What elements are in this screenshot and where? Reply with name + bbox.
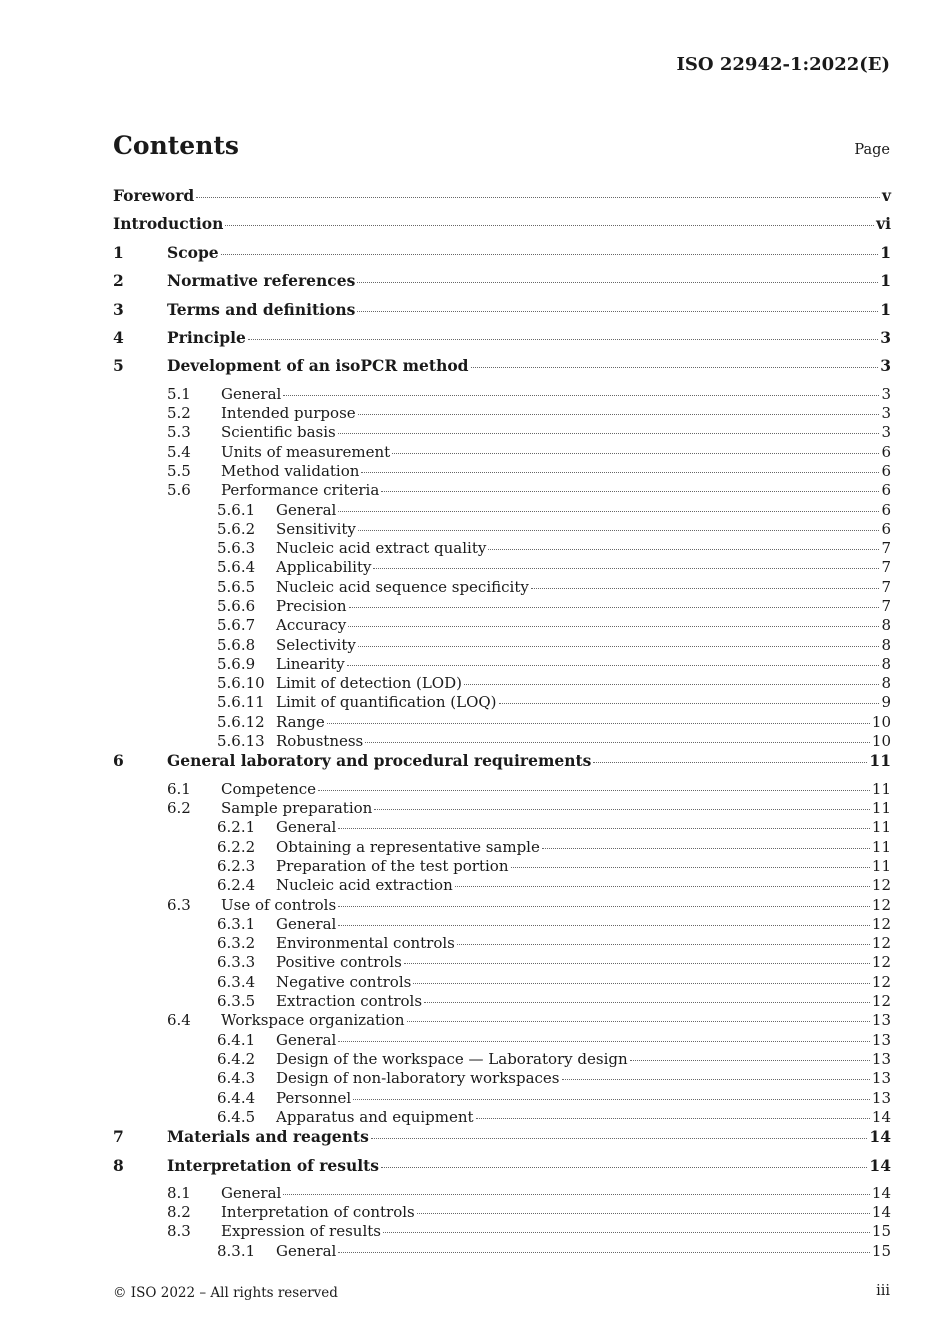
toc-entry-number: 7 [113, 1127, 124, 1147]
toc-entry-page: vi [876, 214, 891, 234]
dot-leader [338, 925, 870, 926]
dot-leader [248, 339, 878, 340]
toc-entry-title: Expression of results [221, 1222, 381, 1241]
toc-entry-page: 14 [871, 1203, 891, 1222]
toc-entry-page: 11 [871, 856, 891, 875]
toc-entry-number: 6.4.3 [217, 1069, 256, 1088]
toc-entry-number: 6.3.4 [217, 972, 256, 991]
toc-entry-page: 11 [871, 779, 891, 798]
toc-entry[interactable] [113, 481, 891, 500]
toc-entry-page: 13 [871, 1049, 891, 1068]
dot-leader [348, 626, 879, 627]
toc-entry-page: 6 [881, 500, 891, 519]
dot-leader [365, 742, 870, 743]
toc-entry-number: 6.4.4 [217, 1088, 256, 1107]
dot-leader [327, 723, 870, 724]
dot-leader [357, 282, 878, 283]
toc-entry-number: 5.4 [167, 442, 191, 461]
dot-leader [283, 395, 879, 396]
toc-entry-title: Accuracy [276, 616, 347, 635]
dot-leader [383, 1232, 870, 1233]
toc-entry-title: General [276, 1030, 337, 1049]
toc-entry-number: 5.6.12 [217, 712, 265, 731]
toc-entry-title: General [276, 818, 337, 837]
toc-entry[interactable] [113, 1108, 891, 1127]
toc-entry-number: 5.6.7 [217, 616, 256, 635]
toc-entry[interactable] [113, 992, 891, 1011]
toc-entry[interactable] [113, 558, 891, 577]
toc-entry[interactable] [113, 1127, 891, 1155]
toc-entry-title: Limit of detection (LOD) [276, 674, 462, 693]
page-column-label: Page [854, 142, 890, 158]
toc-entry-title: Nucleic acid extraction [276, 876, 453, 895]
dot-leader [511, 867, 870, 868]
toc-entry[interactable] [113, 857, 891, 876]
toc-entry-page: 9 [881, 693, 891, 712]
toc-entry[interactable] [113, 799, 891, 818]
dot-leader [358, 414, 880, 415]
toc-entry[interactable] [113, 953, 891, 972]
toc-entry-number: 6.4 [167, 1011, 191, 1030]
toc-entry-number: 6.2 [167, 799, 191, 818]
dot-leader [318, 790, 870, 791]
toc-entry-page: 8 [881, 654, 891, 673]
dot-leader [374, 809, 870, 810]
toc-entry[interactable] [113, 616, 891, 635]
toc-entry[interactable] [113, 713, 891, 732]
toc-entry-page: 12 [871, 972, 891, 991]
toc-entry-number: 3 [113, 299, 124, 319]
toc-entry-title: Workspace organization [221, 1011, 405, 1030]
toc-entry-number: 6.4.1 [217, 1030, 256, 1049]
toc-entry-title: Sensitivity [276, 519, 356, 538]
toc-entry[interactable] [113, 1242, 891, 1261]
toc-entry-page: 6 [881, 519, 891, 538]
toc-entry[interactable] [113, 1156, 891, 1184]
toc-entry[interactable] [113, 462, 891, 481]
toc-entry-number: 6.1 [167, 779, 191, 798]
dot-leader [531, 588, 880, 589]
toc-entry-number: 5.6.4 [217, 558, 256, 577]
toc-entry-title: Nucleic acid extract quality [276, 539, 487, 558]
dot-leader [358, 646, 880, 647]
toc-entry-number: 6.3.5 [217, 992, 256, 1011]
dot-leader [488, 549, 879, 550]
toc-entry-number: 5.3 [167, 423, 191, 442]
toc-entry[interactable] [113, 1203, 891, 1222]
dot-leader [404, 963, 870, 964]
dot-leader [562, 1079, 870, 1080]
toc-entry-page: 14 [871, 1107, 891, 1126]
toc-entry-number: 5 [113, 356, 124, 376]
toc-entry[interactable] [113, 732, 891, 751]
dot-leader [424, 1002, 870, 1003]
toc-entry-number: 8.1 [167, 1183, 191, 1202]
toc-entry-number: 5.6.9 [217, 654, 256, 673]
toc-entry[interactable] [113, 385, 891, 404]
toc-entry-page: 14 [871, 1183, 891, 1202]
toc-entry-title: Preparation of the test portion [276, 856, 509, 875]
toc-entry-title: Performance criteria [221, 481, 380, 500]
toc-entry[interactable] [113, 578, 891, 597]
toc-entry-title: Positive controls [276, 953, 402, 972]
toc-entry-title: Negative controls [276, 972, 412, 991]
toc-entry-page: 11 [871, 799, 891, 818]
dot-leader [338, 828, 870, 829]
table-of-contents [113, 186, 891, 1261]
dot-leader [357, 311, 878, 312]
dot-leader [347, 665, 880, 666]
page-number: iii [876, 1283, 890, 1299]
toc-entry-title: Foreword [113, 186, 195, 205]
toc-entry-number: 6.3.1 [217, 914, 256, 933]
toc-entry-title: Design of the workspace — Laboratory design [276, 1049, 628, 1068]
toc-entry[interactable] [113, 214, 891, 242]
toc-entry-page: 1 [880, 242, 891, 262]
dot-leader [373, 568, 879, 569]
toc-entry-page: 3 [880, 356, 891, 376]
toc-entry[interactable] [113, 328, 891, 356]
toc-entry-title: Interpretation of controls [221, 1203, 415, 1222]
toc-entry-title: Environmental controls [276, 934, 455, 953]
dot-leader [476, 1118, 870, 1119]
toc-entry-title: Robustness [276, 732, 364, 751]
toc-entry-number: 6 [113, 751, 124, 771]
toc-entry-title: General [276, 500, 337, 519]
toc-entry-title: Selectivity [276, 635, 356, 654]
toc-entry[interactable] [113, 636, 891, 655]
dot-leader [338, 1041, 870, 1042]
toc-entry[interactable] [113, 934, 891, 953]
toc-entry-title: Sample preparation [221, 799, 373, 818]
toc-entry-title: Nucleic acid sequence specificity [276, 577, 529, 596]
toc-entry[interactable] [113, 404, 891, 423]
toc-entry[interactable] [113, 1222, 891, 1241]
dot-leader [413, 983, 870, 984]
toc-entry-page: 10 [871, 712, 891, 731]
toc-entry-title: General [276, 1241, 337, 1260]
dot-leader [392, 453, 879, 454]
toc-entry-page: 12 [871, 934, 891, 953]
toc-entry[interactable] [113, 818, 891, 837]
document-id: ISO 22942-1:2022(E) [676, 54, 890, 75]
toc-entry-title: Development of an isoPCR method [167, 356, 469, 376]
toc-entry[interactable] [113, 674, 891, 693]
dot-leader [457, 944, 870, 945]
toc-entry[interactable] [113, 915, 891, 934]
toc-entry-page: 13 [871, 1088, 891, 1107]
toc-entry[interactable] [113, 597, 891, 616]
toc-entry-page: 12 [871, 914, 891, 933]
toc-entry[interactable] [113, 1050, 891, 1069]
toc-entry-title: Applicability [276, 558, 372, 577]
toc-entry-title: Normative references [167, 271, 356, 291]
toc-entry-number: 6.3.2 [217, 934, 256, 953]
toc-entry-page: 1 [880, 299, 891, 319]
toc-entry-page: 6 [881, 442, 891, 461]
toc-entry-page: 7 [881, 577, 891, 596]
toc-entry-title: Obtaining a representative sample [276, 837, 540, 856]
toc-entry[interactable] [113, 1069, 891, 1088]
toc-entry-number: 5.6.3 [217, 539, 256, 558]
toc-entry[interactable] [113, 443, 891, 462]
toc-entry-number: 6.3.3 [217, 953, 256, 972]
toc-entry-page: 3 [881, 384, 891, 403]
toc-entry-title: Extraction controls [276, 992, 423, 1011]
toc-entry-page: 11 [871, 818, 891, 837]
toc-entry-number: 6.2.2 [217, 837, 256, 856]
toc-entry-page: 3 [881, 404, 891, 423]
toc-entry-number: 4 [113, 327, 124, 347]
dot-leader [338, 511, 879, 512]
toc-entry-number: 5.6.8 [217, 635, 256, 654]
toc-entry-title: Use of controls [221, 895, 337, 914]
toc-entry[interactable] [113, 1031, 891, 1050]
dot-leader [225, 225, 874, 226]
toc-entry-title: Apparatus and equipment [276, 1107, 474, 1126]
toc-entry-page: 11 [871, 837, 891, 856]
toc-entry-page: 1 [880, 271, 891, 291]
dot-leader [455, 886, 870, 887]
toc-entry-page: 8 [881, 674, 891, 693]
toc-entry-title: General laboratory and procedural requirements [167, 751, 592, 771]
toc-entry-number: 2 [113, 271, 124, 291]
toc-entry[interactable] [113, 973, 891, 992]
toc-entry-title: Introduction [113, 214, 224, 234]
toc-entry-number: 5.6.13 [217, 732, 265, 751]
toc-entry-title: Linearity [276, 654, 345, 673]
toc-entry-number: 5.1 [167, 384, 191, 403]
toc-entry-title: General [221, 1183, 282, 1202]
toc-entry[interactable] [113, 1089, 891, 1108]
toc-entry[interactable] [113, 186, 891, 214]
toc-entry-title: Design of non-laboratory workspaces [276, 1069, 560, 1088]
toc-entry[interactable] [113, 896, 891, 915]
toc-entry-page: 12 [871, 895, 891, 914]
toc-entry-title: General [276, 914, 337, 933]
toc-entry-number: 8 [113, 1155, 124, 1175]
toc-entry-page: 13 [871, 1030, 891, 1049]
dot-leader [464, 684, 879, 685]
toc-entry-number: 8.2 [167, 1203, 191, 1222]
dot-leader [338, 433, 880, 434]
toc-entry-title: Scope [167, 242, 219, 262]
dot-leader [593, 762, 867, 763]
dot-leader [353, 1099, 870, 1100]
toc-entry[interactable] [113, 876, 891, 895]
dot-leader [338, 1252, 870, 1253]
toc-entry-page: 8 [881, 616, 891, 635]
toc-entry-title: Limit of quantification (LOQ) [276, 693, 497, 712]
toc-entry[interactable] [113, 300, 891, 328]
toc-entry-page: 13 [871, 1011, 891, 1030]
toc-entry[interactable] [113, 1184, 891, 1203]
toc-entry-page: 7 [881, 539, 891, 558]
toc-entry[interactable] [113, 243, 891, 271]
toc-entry-page: 7 [881, 597, 891, 615]
toc-entry-page: 14 [869, 1127, 891, 1147]
toc-entry-title: Range [276, 712, 325, 731]
toc-entry-number: 5.6.1 [217, 500, 256, 519]
toc-entry-title: Principle [167, 327, 246, 347]
toc-entry-page: 14 [869, 1155, 891, 1175]
toc-entry[interactable] [113, 780, 891, 799]
toc-entry-number: 5.2 [167, 404, 191, 423]
toc-entry[interactable] [113, 838, 891, 857]
toc-entry-number: 5.6.2 [217, 519, 256, 538]
toc-entry-number: 6.2.4 [217, 876, 256, 895]
toc-entry-page: 3 [881, 423, 891, 442]
toc-entry-number: 6.4.5 [217, 1107, 256, 1126]
toc-entry-number: 6.4.2 [217, 1049, 256, 1068]
dot-leader [338, 906, 870, 907]
toc-entry-number: 6.2.1 [217, 818, 256, 837]
toc-entry-number: 1 [113, 242, 124, 262]
toc-entry-title: General [221, 384, 282, 403]
dot-leader [471, 367, 879, 368]
toc-entry[interactable] [113, 356, 891, 384]
dot-leader [283, 1194, 870, 1195]
toc-entry-page: 6 [881, 461, 891, 480]
dot-leader [407, 1021, 870, 1022]
dot-leader [371, 1138, 868, 1139]
dot-leader [358, 530, 880, 531]
toc-entry[interactable] [113, 501, 891, 520]
toc-entry-number: 6.3 [167, 895, 191, 914]
toc-entry-title: Personnel [276, 1088, 352, 1107]
toc-entry-number: 5.6.6 [217, 597, 256, 615]
toc-entry-title: Interpretation of results [167, 1155, 380, 1175]
copyright-notice: © ISO 2022 – All rights reserved [113, 1285, 338, 1301]
toc-entry-number: 6.2.3 [217, 856, 256, 875]
contents-heading: Contents [113, 131, 240, 160]
toc-entry-number: 5.6.11 [217, 693, 265, 712]
toc-entry-title: Units of measurement [221, 442, 391, 461]
toc-entry[interactable] [113, 693, 891, 712]
dot-leader [221, 254, 879, 255]
toc-entry[interactable] [113, 655, 891, 674]
toc-entry-page: 12 [871, 876, 891, 895]
toc-entry-title: Scientific basis [221, 423, 336, 442]
toc-entry-number: 5.6.10 [217, 674, 265, 693]
toc-entry-title: Precision [276, 597, 347, 615]
dot-leader [381, 1167, 867, 1168]
toc-entry-title: Materials and reagents [167, 1127, 369, 1147]
toc-entry-page: 12 [871, 992, 891, 1011]
toc-entry-number: 5.5 [167, 461, 191, 480]
toc-entry-page: 3 [880, 327, 891, 347]
dot-leader [381, 491, 879, 492]
toc-entry-page: 7 [881, 558, 891, 577]
toc-entry-page: 15 [871, 1222, 891, 1241]
dot-leader [630, 1060, 870, 1061]
toc-entry-number: 5.6 [167, 481, 191, 500]
toc-entry-page: 11 [869, 751, 891, 771]
toc-entry-title: Competence [221, 779, 317, 798]
toc-entry-page: 15 [871, 1241, 891, 1260]
toc-entry-title: Method validation [221, 461, 360, 480]
toc-entry[interactable] [113, 751, 891, 779]
toc-entry[interactable] [113, 520, 891, 539]
toc-entry-number: 5.6.5 [217, 577, 256, 596]
toc-entry[interactable] [113, 539, 891, 558]
toc-entry-number: 8.3 [167, 1222, 191, 1241]
toc-entry-title: Intended purpose [221, 404, 356, 423]
dot-leader [349, 607, 880, 608]
toc-entry-page: 8 [881, 635, 891, 654]
dot-leader [417, 1213, 870, 1214]
toc-entry-page: 12 [871, 953, 891, 972]
dot-leader [361, 472, 879, 473]
toc-entry[interactable] [113, 271, 891, 299]
dot-leader [542, 848, 870, 849]
toc-entry-title: Terms and definitions [167, 299, 356, 319]
toc-entry[interactable] [113, 1011, 891, 1030]
toc-entry-page: 13 [871, 1069, 891, 1088]
toc-entry-page: 10 [871, 732, 891, 751]
dot-leader [499, 703, 880, 704]
toc-entry-number: 8.3.1 [217, 1241, 256, 1260]
toc-entry-page: v [881, 186, 891, 205]
toc-entry[interactable] [113, 423, 891, 442]
dot-leader [196, 197, 880, 198]
toc-entry-page: 6 [881, 481, 891, 500]
